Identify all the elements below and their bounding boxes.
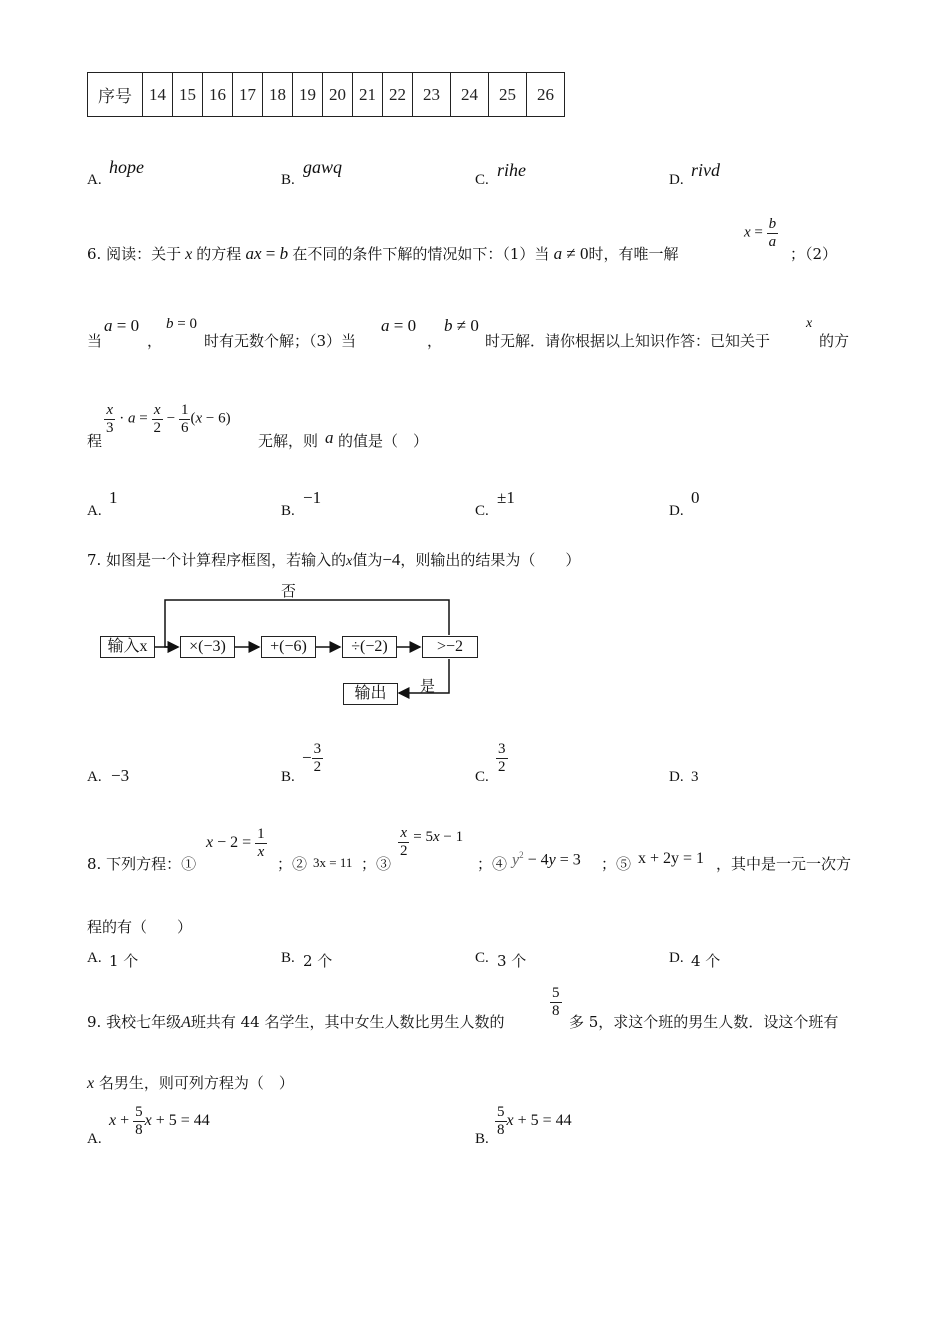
option-label[interactable]: D. <box>669 172 684 188</box>
option-label[interactable]: C. <box>475 950 489 966</box>
table-cell: 19 <box>293 73 323 117</box>
q7-text: ，则输出的结果为（ ） <box>400 551 581 569</box>
q6-text: 时，有唯一解 <box>588 245 679 263</box>
option-label[interactable]: B. <box>281 503 295 519</box>
q6-text: 无解，则 <box>258 432 319 450</box>
q9-text: 班共有 44 名学生，其中女生人数比男生人数的 <box>190 1013 505 1031</box>
table-cell: 25 <box>489 73 527 117</box>
q6-text: ；（2） <box>790 245 838 263</box>
table-cell: 18 <box>263 73 293 117</box>
option-value: 3 个 <box>497 952 527 970</box>
option-value: −3 <box>111 766 130 785</box>
q7-text: 7. 如图是一个计算程序框图，若输入的 <box>87 551 347 569</box>
option-value: 3 <box>691 769 699 785</box>
q6-text: 时无解．请你根据以上知识作答：已知关于 <box>485 332 771 350</box>
table-cell: 21 <box>353 73 383 117</box>
option-label[interactable]: C. <box>475 769 489 785</box>
q9-option-a-equation: x + $\frac{5}{8}$ x + 5 = 44 <box>109 1104 210 1138</box>
q6-text: 6. 阅读：关于 <box>87 245 182 263</box>
table-cell: 16 <box>203 73 233 117</box>
table-header-cell: 序号 <box>88 73 143 117</box>
option-value: rivd <box>691 160 720 180</box>
q9-text: 9. 我校七年级 <box>87 1013 182 1031</box>
q8-text: 8. 下列方程：① <box>87 855 197 873</box>
q6-text: 的方程 <box>196 245 242 263</box>
option-value: gawq <box>303 157 343 177</box>
q6-text: ， <box>147 332 163 350</box>
q8-text: 程的有（ ） <box>87 918 193 936</box>
q8-eq4: $y^2 - 4y = 3$ <box>512 850 581 869</box>
q8-eq5: x + 2y = 1 <box>638 850 705 867</box>
q9-text: 名男生，则可列方程为（ ） <box>98 1074 294 1092</box>
q8-eq1: x − 2 = $\frac{1}{x}$ <box>206 826 265 860</box>
option-label[interactable]: B. <box>281 172 295 188</box>
option-label[interactable]: B. <box>281 769 295 785</box>
flow-yes-label: 是 <box>420 677 436 695</box>
option-value: ±1 <box>497 488 515 507</box>
table-cell: 22 <box>383 73 413 117</box>
q7-input-value: −4 <box>382 550 401 569</box>
option-label[interactable]: A. <box>87 503 102 519</box>
question-9-line2 <box>87 1072 294 1093</box>
option-label[interactable]: B. <box>475 1131 489 1147</box>
q6-text: 的方 <box>819 332 850 350</box>
option-value: −1 <box>303 488 322 507</box>
table-cell: 15 <box>173 73 203 117</box>
option-b-fraction: − $\frac{3}{2}$ <box>302 741 322 775</box>
flow-output-box: 输出 <box>343 683 398 705</box>
flow-step-add: +(−6) <box>261 636 316 658</box>
option-value: rihe <box>497 160 526 180</box>
option-label[interactable]: C. <box>475 503 489 519</box>
option-label[interactable]: A. <box>87 769 102 785</box>
q8-text: ；③ <box>361 855 392 873</box>
option-value: 0 <box>691 488 700 507</box>
q6-equation: $\frac{x}{3}$ · a = $\frac{x}{2}$ − $\frac{1}{6}$ (x − 6) <box>106 402 231 436</box>
q8-text: ；④ <box>477 855 508 873</box>
q8-eq2: 3x = 11 <box>313 855 353 870</box>
option-label[interactable]: B. <box>281 950 295 966</box>
question-6-line1: 6. 阅读：关于 x 的方程 ax = b 在不同的条件下解的情况如下：（1）当 a ≠ 0时，有唯一解 <box>87 244 679 263</box>
q6-unique-solution: x = $\frac{b}{a}$ <box>744 216 777 250</box>
option-value: 4 个 <box>691 952 721 970</box>
q8-text: ；⑤ <box>601 855 632 873</box>
q8-text: ，其中是一元一次方 <box>716 855 852 873</box>
flow-check-box: >−2 <box>422 636 478 658</box>
q6-text: 时有无数个解；（3）当 <box>204 332 357 350</box>
flow-step-divide: ÷(−2) <box>342 636 397 658</box>
question-7-text: 7. 如图是一个计算程序框图，若输入的x值为−4，则输出的结果为（ ） <box>87 550 581 569</box>
q6-text: ， <box>427 332 443 350</box>
table-cell: 17 <box>233 73 263 117</box>
option-label[interactable]: D. <box>669 503 684 519</box>
flow-input-box: 输入x <box>100 636 155 658</box>
q9-var: x <box>87 1075 95 1092</box>
option-label[interactable]: D. <box>669 950 684 966</box>
option-label[interactable]: A. <box>87 950 102 966</box>
q9-option-b-equation: $\frac{5}{8}$ x + 5 = 44 <box>497 1104 572 1138</box>
table-cell: 20 <box>323 73 353 117</box>
option-value: 2 个 <box>303 952 333 970</box>
question-9-line1 <box>87 1011 505 1032</box>
option-label[interactable]: C. <box>475 172 489 188</box>
option-label[interactable]: A. <box>87 172 102 188</box>
q6-text: 的值是（ ） <box>338 432 429 450</box>
table-cell: 24 <box>451 73 489 117</box>
q9-fraction: $\frac{5}{8}$ <box>552 985 560 1019</box>
q7-text: 值为 <box>352 551 383 569</box>
q6-text: 在不同的条件下解的情况如下：（1）当 <box>292 245 550 263</box>
q6-text: 当 <box>87 332 103 350</box>
table-cell: 14 <box>143 73 173 117</box>
table-cell: 26 <box>527 73 565 117</box>
flow-no-label: 否 <box>281 582 297 600</box>
q9-class-name: A <box>181 1014 191 1031</box>
q9-text: 多 5，求这个班的男生人数．设这个班有 <box>569 1013 839 1031</box>
option-value: 1 个 <box>109 952 139 970</box>
option-value: 1 <box>109 488 118 507</box>
flow-step-multiply: ×(−3) <box>180 636 235 658</box>
option-label[interactable]: D. <box>669 769 684 785</box>
option-label[interactable]: A. <box>87 1131 102 1147</box>
q6-text: 程 <box>87 432 103 450</box>
q8-text: ；② <box>277 855 308 873</box>
option-value: hope <box>109 157 144 177</box>
q8-eq3: $\frac{x}{2}$ = 5x − 1 <box>400 825 464 859</box>
option-c-fraction: $\frac{3}{2}$ <box>498 741 506 775</box>
table-cell: 23 <box>413 73 451 117</box>
